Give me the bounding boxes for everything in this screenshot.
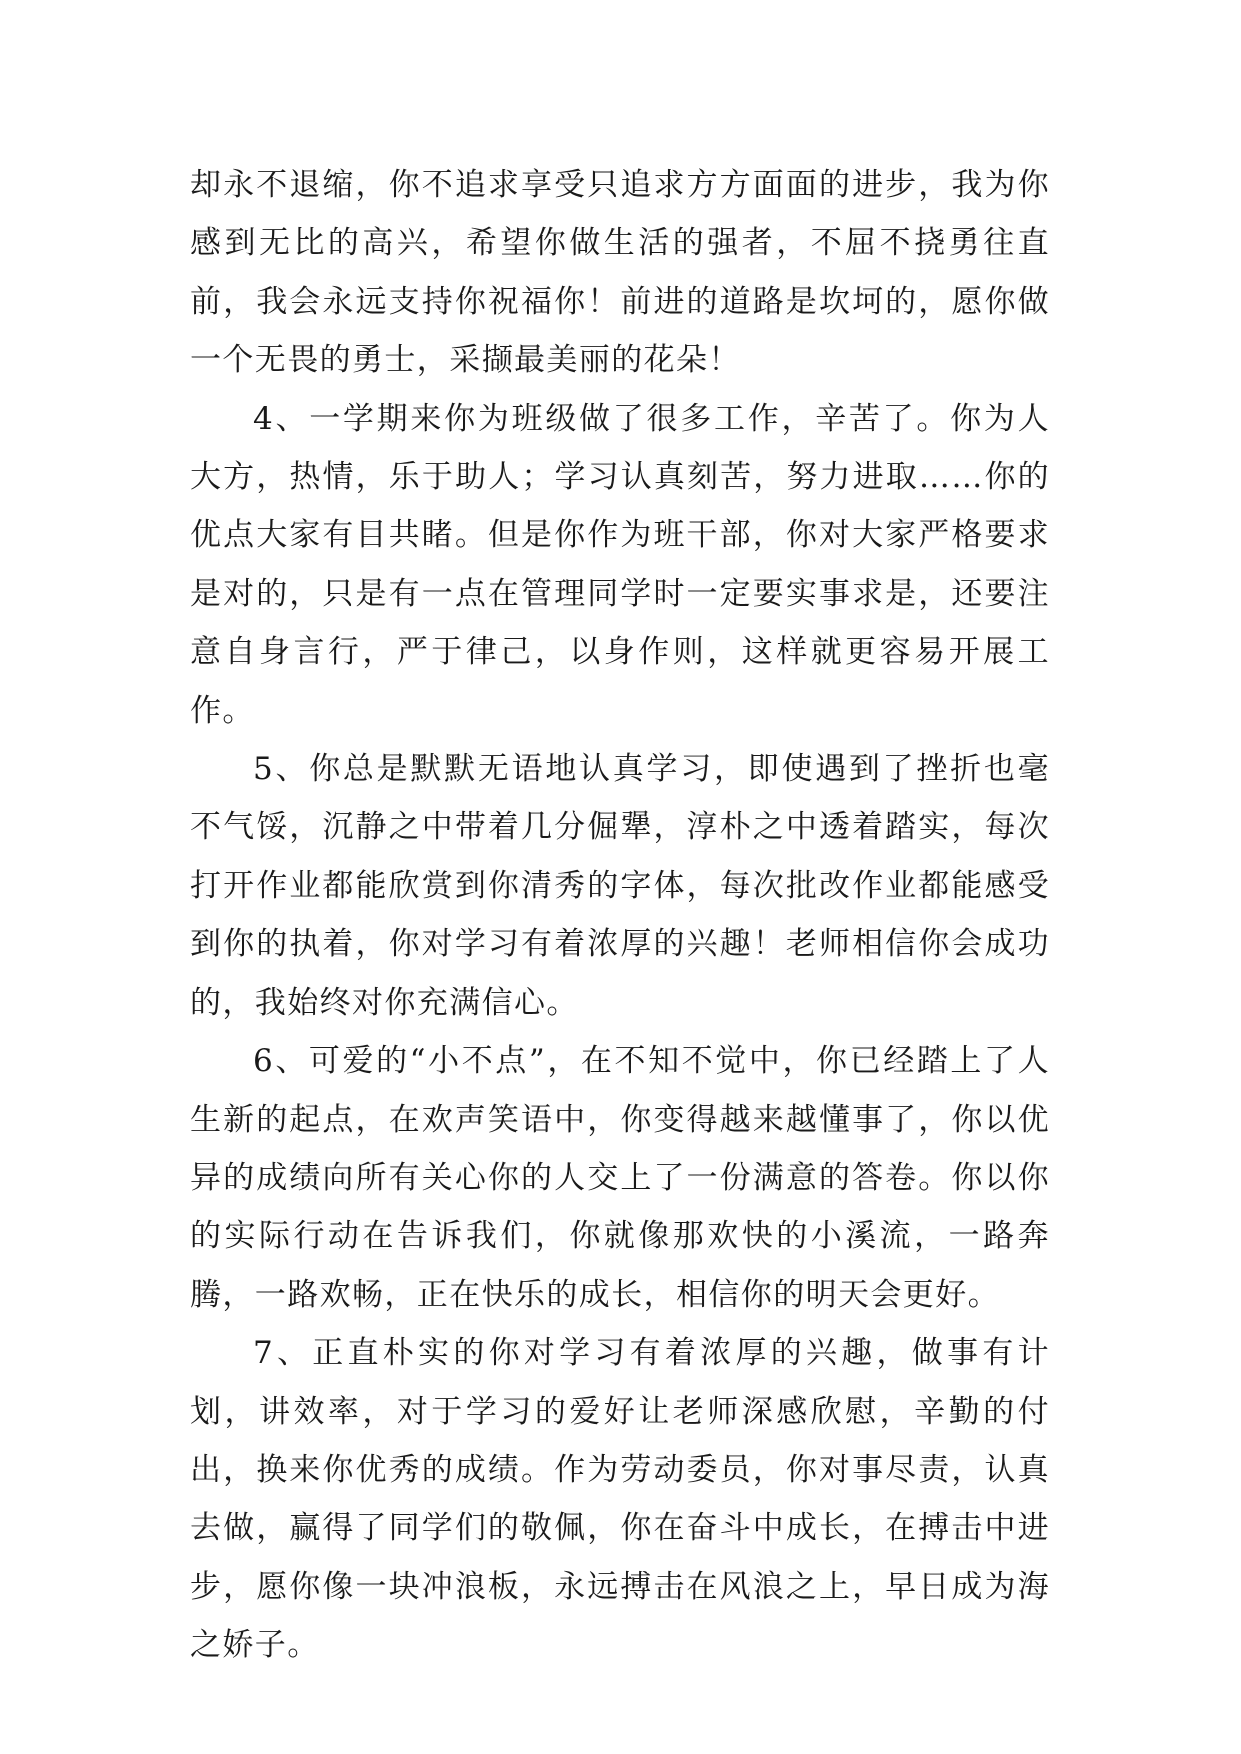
paragraph-comment-4: 4、一学期来你为班级做了很多工作，辛苦了。你为人大方，热情，乐于助人；学习认真刻苦，努力进取……你的优点大家有目共睹。但是你作为班干部，你对大家严格要求是对的，只是有一点在管理同学时一定要实事求是，还要注意自身言行，严于律己，以身作则，这样就更容易开展工作。 [190, 400, 1050, 729]
paragraph-comment-7: 7、正直朴实的你对学习有着浓厚的兴趣，做事有计划，讲效率，对于学习的爱好让老师深感欣慰，辛勤的付出，换来你优秀的成绩。作为劳动委员，你对事尽责，认真去做，赢得了同学们的敬佩，你在奋斗中成长，在搏击中进步，愿你像一块冲浪板，永远搏击在风浪之上，早日成为海之娇子。 [190, 1335, 1050, 1664]
paragraph-continuation: 却永不退缩，你不追求享受只追求方方面面的进步，我为你感到无比的高兴，希望你做生活的强者，不屈不挠勇往直前，我会永远支持你祝福你！前进的道路是坎坷的，愿你做一个无畏的勇士，采撷最美丽的花朵！ [190, 167, 1050, 379]
paragraph-comment-6: 6、可爱的“小不点”，在不知不觉中，你已经踏上了人生新的起点，在欢声笑语中，你变得越来越懂事了，你以优异的成绩向所有关心你的人交上了一份满意的答卷。你以你的实际行动在告诉我们，你就像那欢快的小溪流，一路奔腾，一路欢畅，正在快乐的成长，相信你的明天会更好。 [190, 1043, 1050, 1313]
document-body [190, 156, 1050, 1675]
paragraph-comment-5: 5、你总是默默无语地认真学习，即使遇到了挫折也毫不气馁，沉静之中带着几分倔犟，淳朴之中透着踏实，每次打开作业都能欣赏到你清秀的字体，每次批改作业都能感受到你的执着，你对学习有着浓厚的兴趣！老师相信你会成功的，我始终对你充满信心。 [190, 751, 1050, 1021]
